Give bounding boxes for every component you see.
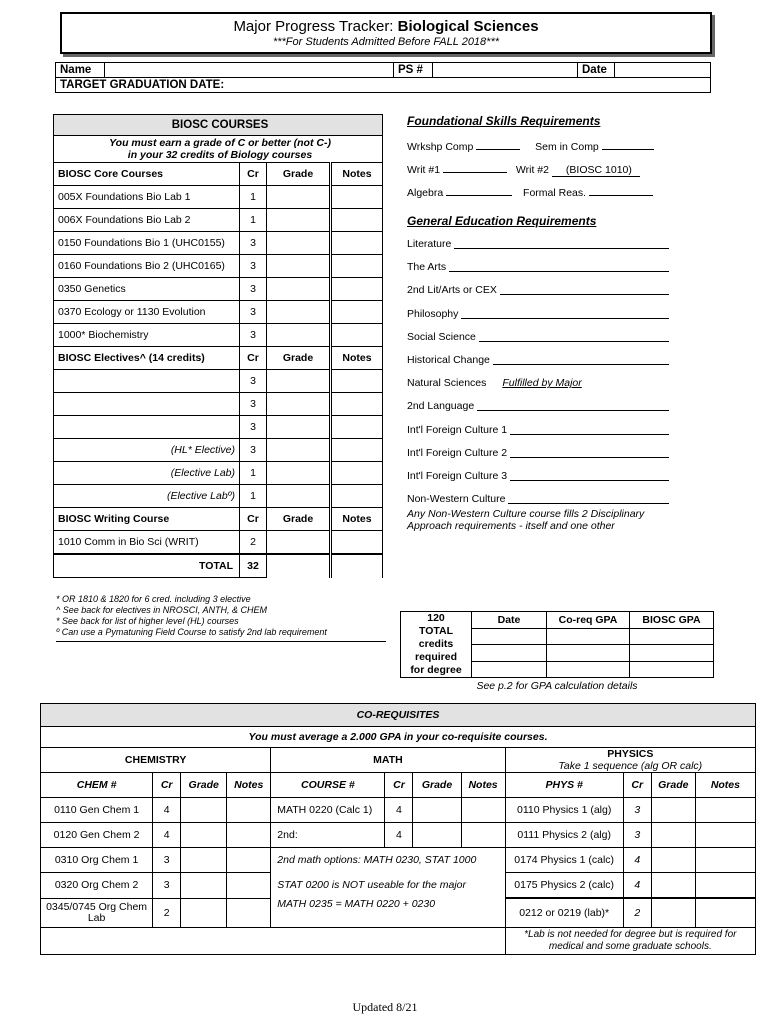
biosc-subtitle bbox=[54, 136, 383, 163]
course-credits: 3 bbox=[240, 232, 267, 255]
course-credits: 3 bbox=[240, 255, 267, 278]
phys-grade-field[interactable] bbox=[651, 898, 695, 927]
biosc-gpa-field[interactable] bbox=[630, 628, 714, 645]
course-credits: 3 bbox=[240, 324, 267, 347]
chem-cr: 2 bbox=[153, 898, 181, 927]
cr-header: Cr bbox=[240, 508, 267, 531]
biosc-gpa-field[interactable] bbox=[630, 645, 714, 662]
chem-cr: 3 bbox=[153, 873, 181, 899]
total-credits-line2: TOTAL bbox=[418, 625, 454, 637]
course-credits: 2 bbox=[240, 531, 267, 555]
footnote-4: º Can use a Pymatuning Field Course to satisfy 2nd lab requirement bbox=[56, 627, 327, 637]
total-grade-cell bbox=[267, 554, 331, 578]
math-note-1: 2nd math options: MATH 0230, STAT 1000 bbox=[271, 848, 505, 873]
grade-field[interactable] bbox=[267, 255, 331, 278]
gen-ed-field[interactable] bbox=[493, 354, 669, 365]
notes-field[interactable] bbox=[331, 324, 383, 347]
course-credits: 3 bbox=[240, 439, 267, 462]
math-cr: 4 bbox=[385, 798, 413, 823]
gen-ed-label: Int'l Foreign Culture 1 bbox=[407, 423, 508, 436]
gen-ed-field[interactable] bbox=[477, 400, 669, 411]
grade-header: Grade bbox=[267, 347, 331, 370]
grade-field[interactable] bbox=[267, 531, 331, 555]
phys-notes-field[interactable] bbox=[695, 898, 755, 927]
chemistry-title: CHEMISTRY bbox=[41, 748, 271, 773]
title-major: Biological Sciences bbox=[397, 18, 539, 35]
wrkshp-label: Wrkshp Comp bbox=[407, 141, 474, 153]
footnote-3: * See back for list of higher level (HL) courses bbox=[56, 616, 239, 626]
non-western-note-1: Any Non-Western Culture course fills 2 Disciplinary bbox=[407, 508, 645, 520]
coreq-footer-empty bbox=[41, 927, 506, 954]
grade-header: Grade bbox=[181, 773, 227, 798]
total-credits-number: 120 bbox=[427, 612, 445, 624]
chem-grade-field[interactable] bbox=[181, 823, 227, 848]
gen-ed-label: Philosophy bbox=[407, 307, 459, 320]
title-prefix: Major Progress Tracker: bbox=[233, 18, 394, 35]
course-credits: 3 bbox=[240, 301, 267, 324]
notes-header: Notes bbox=[461, 773, 505, 798]
coreq-gpa-header: Co-req GPA bbox=[547, 612, 630, 629]
gpa-note: See p.2 for GPA calculation details bbox=[476, 680, 638, 692]
gen-ed-field[interactable] bbox=[510, 424, 669, 435]
writ1-label: Writ #1 bbox=[407, 164, 441, 176]
math-grade-field[interactable] bbox=[413, 823, 461, 848]
math-course: 2nd: bbox=[271, 823, 385, 848]
course-credits: 1 bbox=[240, 462, 267, 485]
course-credits: 1 bbox=[240, 485, 267, 508]
grade-field[interactable] bbox=[267, 485, 331, 508]
chem-course: 0120 Gen Chem 2 bbox=[41, 823, 153, 848]
course-name bbox=[54, 416, 240, 439]
grade-field[interactable] bbox=[267, 393, 331, 416]
total-value: 32 bbox=[240, 554, 267, 578]
math-note-3: MATH 0235 = MATH 0220 + 0230 bbox=[271, 898, 505, 927]
grade-header: Grade bbox=[267, 163, 331, 186]
gpa-date-field[interactable] bbox=[472, 645, 547, 662]
phys-grade-field[interactable] bbox=[651, 798, 695, 823]
grade-header: Grade bbox=[413, 773, 461, 798]
course-row bbox=[54, 278, 383, 301]
notes-field[interactable] bbox=[331, 232, 383, 255]
course-name: 006X Foundations Bio Lab 2 bbox=[54, 209, 240, 232]
gen-ed-row bbox=[407, 261, 669, 273]
notes-field[interactable] bbox=[331, 462, 383, 485]
chem-grade-field[interactable] bbox=[181, 798, 227, 823]
sem-in-comp-label: Sem in Comp bbox=[535, 141, 599, 153]
gen-ed-row bbox=[407, 493, 669, 505]
phys-grade-field[interactable] bbox=[651, 873, 695, 899]
natural-sciences-value: Fulfilled by Major bbox=[502, 377, 582, 390]
cr-header: Cr bbox=[623, 773, 651, 798]
phys-cr: 3 bbox=[623, 798, 651, 823]
gen-ed-field[interactable] bbox=[449, 261, 669, 272]
gen-ed-row bbox=[407, 447, 669, 459]
gen-ed-label: The Arts bbox=[407, 261, 447, 274]
math-course: MATH 0220 (Calc 1) bbox=[271, 798, 385, 823]
title-box bbox=[60, 12, 712, 54]
grade-header: Grade bbox=[651, 773, 695, 798]
biosc-title: BIOSC COURSES bbox=[54, 115, 383, 136]
total-label: TOTAL bbox=[54, 554, 240, 578]
phys-course-header: PHYS # bbox=[505, 773, 623, 798]
notes-field[interactable] bbox=[331, 416, 383, 439]
course-name: 005X Foundations Bio Lab 1 bbox=[54, 186, 240, 209]
formal-reas-field[interactable] bbox=[589, 185, 653, 196]
footnote-2: ^ See back for electives in NROSCI, ANTH, & CHEM bbox=[56, 605, 267, 615]
gpa-date-field[interactable] bbox=[472, 661, 547, 678]
footnote-1: * OR 1810 & 1820 for 6 cred. including 3 elective bbox=[56, 594, 251, 604]
chem-notes-field[interactable] bbox=[227, 873, 271, 899]
course-row bbox=[54, 439, 383, 462]
non-western-note-2: Approach requirements - itself and one other bbox=[407, 520, 615, 532]
phys-notes-field[interactable] bbox=[695, 848, 755, 873]
gen-ed-label: Social Science bbox=[407, 330, 476, 343]
phys-cr: 4 bbox=[623, 848, 651, 873]
name-label: Name bbox=[56, 63, 105, 78]
chem-grade-field[interactable] bbox=[181, 873, 227, 899]
notes-field[interactable] bbox=[331, 278, 383, 301]
chem-course: 0110 Gen Chem 1 bbox=[41, 798, 153, 823]
total-credits-cell bbox=[401, 612, 472, 678]
gen-ed-field[interactable] bbox=[479, 331, 669, 342]
course-credits: 3 bbox=[240, 278, 267, 301]
phys-cr: 2 bbox=[623, 898, 651, 927]
foundational-title: Foundational Skills Requirements bbox=[407, 114, 601, 128]
gpa-table bbox=[400, 611, 714, 678]
chem-course-header: CHEM # bbox=[41, 773, 153, 798]
gen-ed-field[interactable] bbox=[510, 470, 669, 481]
writ2-label: Writ #2 bbox=[515, 164, 549, 176]
gen-ed-label: Historical Change bbox=[407, 354, 490, 366]
chem-grade-field[interactable] bbox=[181, 848, 227, 873]
course-row bbox=[54, 232, 383, 255]
phys-notes-field[interactable] bbox=[695, 798, 755, 823]
gen-ed-row bbox=[407, 377, 669, 389]
math-course-header: COURSE # bbox=[271, 773, 385, 798]
notes-header: Notes bbox=[331, 347, 383, 370]
course-name: (Elective Lab) bbox=[54, 462, 240, 485]
chem-notes-field[interactable] bbox=[227, 848, 271, 873]
grade-field[interactable] bbox=[267, 301, 331, 324]
biosc-gpa-header: BIOSC GPA bbox=[630, 612, 714, 629]
notes-header: Notes bbox=[331, 508, 383, 531]
course-name: 0350 Genetics bbox=[54, 278, 240, 301]
gen-ed-label: Non-Western Culture bbox=[407, 493, 506, 506]
grade-field[interactable] bbox=[267, 439, 331, 462]
page-title bbox=[62, 18, 710, 35]
phys-course: 0174 Physics 1 (calc) bbox=[505, 848, 623, 873]
writing-header: BIOSC Writing Course bbox=[54, 508, 240, 531]
page-subtitle: ***For Students Admitted Before FALL 2018*** bbox=[272, 36, 500, 48]
biosc-subtitle-2: in your 32 credits of Biology courses bbox=[127, 149, 313, 161]
chem-notes-field[interactable] bbox=[227, 798, 271, 823]
course-row bbox=[54, 462, 383, 485]
coreq-gpa-field[interactable] bbox=[547, 628, 630, 645]
algebra-label: Algebra bbox=[407, 187, 444, 199]
coreq-subtitle: You must average a 2.000 GPA in your co-requisite courses. bbox=[41, 727, 756, 748]
chem-course: 0345/0745 Org Chem Lab bbox=[41, 898, 153, 927]
gen-ed-row bbox=[407, 424, 669, 436]
course-credits: 3 bbox=[240, 416, 267, 439]
gen-ed-field[interactable] bbox=[500, 284, 669, 295]
course-credits: 3 bbox=[240, 370, 267, 393]
gen-ed-field[interactable] bbox=[508, 493, 669, 504]
math-note-2: STAT 0200 is NOT useable for the major bbox=[271, 873, 505, 899]
chem-cr: 4 bbox=[153, 823, 181, 848]
biosc-gpa-field[interactable] bbox=[630, 661, 714, 678]
course-name bbox=[54, 393, 240, 416]
grade-field[interactable] bbox=[267, 278, 331, 301]
core-header: BIOSC Core Courses bbox=[54, 163, 240, 186]
grade-field[interactable] bbox=[267, 324, 331, 347]
course-row bbox=[54, 255, 383, 278]
course-row bbox=[54, 485, 383, 508]
gpa-date-field[interactable] bbox=[472, 628, 547, 645]
phys-notes-field[interactable] bbox=[695, 823, 755, 848]
coreq-title: CO-REQUISITES bbox=[41, 704, 756, 727]
gen-ed-field[interactable] bbox=[461, 308, 669, 319]
name-field[interactable] bbox=[105, 63, 394, 78]
phys-course: 0111 Physics 2 (alg) bbox=[505, 823, 623, 848]
phys-grade-field[interactable] bbox=[651, 823, 695, 848]
math-cr: 4 bbox=[385, 823, 413, 848]
chem-course: 0310 Org Chem 1 bbox=[41, 848, 153, 873]
ps-label: PS # bbox=[394, 63, 433, 78]
physics-title-cell bbox=[505, 748, 755, 773]
phys-cr: 3 bbox=[623, 823, 651, 848]
physics-footnote: *Lab is not needed for degree but is required for medical and some graduate schools. bbox=[505, 927, 755, 954]
course-name: 0370 Ecology or 1130 Evolution bbox=[54, 301, 240, 324]
notes-header: Notes bbox=[695, 773, 755, 798]
course-row bbox=[54, 531, 383, 555]
gen-ed-label: Natural Sciences bbox=[407, 377, 487, 390]
course-name: 0160 Foundations Bio 2 (UHC0165) bbox=[54, 255, 240, 278]
gpa-date-header: Date bbox=[472, 612, 547, 629]
physics-title: PHYSICS bbox=[607, 748, 654, 760]
gen-ed-title: General Education Requirements bbox=[407, 214, 597, 228]
algebra-field[interactable] bbox=[446, 185, 512, 196]
gen-ed-label: Literature bbox=[407, 238, 452, 250]
chem-grade-field[interactable] bbox=[181, 898, 227, 927]
notes-field[interactable] bbox=[331, 485, 383, 508]
cr-header: Cr bbox=[240, 163, 267, 186]
gen-ed-label: 2nd Lit/Arts or CEX bbox=[407, 284, 497, 297]
course-name: 1000* Biochemistry bbox=[54, 324, 240, 347]
sem-in-comp-field[interactable] bbox=[602, 139, 654, 150]
gen-ed-row bbox=[407, 400, 669, 412]
formal-reas-label: Formal Reas. bbox=[523, 187, 587, 199]
cr-header: Cr bbox=[153, 773, 181, 798]
coreq-gpa-field[interactable] bbox=[547, 661, 630, 678]
chem-course: 0320 Org Chem 2 bbox=[41, 873, 153, 899]
course-row bbox=[54, 186, 383, 209]
gen-ed-row bbox=[407, 354, 669, 366]
phys-notes-field[interactable] bbox=[695, 873, 755, 899]
course-credits: 1 bbox=[240, 186, 267, 209]
gen-ed-label: Int'l Foreign Culture 3 bbox=[407, 470, 508, 482]
notes-header: Notes bbox=[331, 163, 383, 186]
cr-header: Cr bbox=[240, 347, 267, 370]
course-row bbox=[54, 393, 383, 416]
gen-ed-row bbox=[407, 308, 669, 320]
total-credits-line4: required bbox=[414, 651, 457, 663]
chem-notes-field[interactable] bbox=[227, 823, 271, 848]
writ2-value: (BIOSC 1010) bbox=[552, 164, 640, 177]
ps-field[interactable] bbox=[433, 63, 578, 78]
phys-cr: 4 bbox=[623, 873, 651, 899]
notes-field[interactable] bbox=[331, 393, 383, 416]
notes-field[interactable] bbox=[331, 439, 383, 462]
course-row bbox=[54, 209, 383, 232]
date-label: Date bbox=[578, 63, 615, 78]
non-western-note bbox=[407, 508, 707, 532]
total-credits-line3: credits bbox=[418, 638, 454, 650]
course-row bbox=[54, 370, 383, 393]
math-title: MATH bbox=[271, 748, 505, 773]
gen-ed-label: Int'l Foreign Culture 2 bbox=[407, 446, 508, 459]
wrkshp-row bbox=[407, 139, 667, 153]
gen-ed-row bbox=[407, 238, 669, 250]
grade-field[interactable] bbox=[267, 209, 331, 232]
electives-header: BIOSC Electives^ (14 credits) bbox=[54, 347, 240, 370]
course-name: (Elective Labº) bbox=[54, 485, 240, 508]
course-credits: 1 bbox=[240, 209, 267, 232]
phys-course: 0175 Physics 2 (calc) bbox=[505, 873, 623, 899]
total-notes-cell bbox=[331, 554, 383, 578]
updated-date: Updated 8/21 bbox=[352, 1000, 418, 1014]
course-name: 1010 Comm in Bio Sci (WRIT) bbox=[54, 531, 240, 555]
cr-header: Cr bbox=[385, 773, 413, 798]
grade-field[interactable] bbox=[267, 416, 331, 439]
writ-row bbox=[407, 162, 667, 176]
notes-field[interactable] bbox=[331, 531, 383, 555]
notes-field[interactable] bbox=[331, 370, 383, 393]
date-field[interactable] bbox=[615, 63, 711, 78]
course-row bbox=[54, 416, 383, 439]
chem-cr: 4 bbox=[153, 798, 181, 823]
course-name: (HL* Elective) bbox=[54, 439, 240, 462]
gen-ed-field[interactable] bbox=[510, 447, 669, 458]
gen-ed-label: 2nd Language bbox=[407, 400, 475, 413]
notes-header: Notes bbox=[227, 773, 271, 798]
course-row bbox=[54, 301, 383, 324]
biosc-subtitle-1: You must earn a grade of C or better (not C-) bbox=[109, 137, 331, 149]
phys-course: 0110 Physics 1 (alg) bbox=[505, 798, 623, 823]
notes-field[interactable] bbox=[331, 186, 383, 209]
algebra-row bbox=[407, 185, 667, 199]
coreq-table bbox=[40, 703, 756, 955]
notes-field[interactable] bbox=[331, 301, 383, 324]
math-grade-field[interactable] bbox=[413, 798, 461, 823]
gen-ed-field[interactable] bbox=[454, 238, 669, 249]
chem-notes-field[interactable] bbox=[227, 898, 271, 927]
course-name bbox=[54, 370, 240, 393]
gen-ed-row bbox=[407, 331, 669, 343]
target-graduation-date[interactable]: TARGET GRADUATION DATE: bbox=[56, 78, 711, 93]
gen-ed-row bbox=[407, 470, 669, 482]
gen-ed-row bbox=[407, 284, 669, 296]
notes-field[interactable] bbox=[331, 255, 383, 278]
grade-field[interactable] bbox=[267, 232, 331, 255]
math-notes-field[interactable] bbox=[461, 798, 505, 823]
grade-field[interactable] bbox=[267, 462, 331, 485]
chem-cr: 3 bbox=[153, 848, 181, 873]
course-name: 0150 Foundations Bio 1 (UHC0155) bbox=[54, 232, 240, 255]
writ1-field[interactable] bbox=[443, 162, 507, 173]
phys-course: 0212 or 0219 (lab)* bbox=[505, 898, 623, 927]
biosc-footnotes bbox=[56, 594, 386, 642]
grade-field[interactable] bbox=[267, 186, 331, 209]
grade-header: Grade bbox=[267, 508, 331, 531]
grade-field[interactable] bbox=[267, 370, 331, 393]
phys-grade-field[interactable] bbox=[651, 848, 695, 873]
math-notes-field[interactable] bbox=[461, 823, 505, 848]
notes-field[interactable] bbox=[331, 209, 383, 232]
biosc-courses-table bbox=[53, 114, 383, 578]
wrkshp-field[interactable] bbox=[476, 139, 520, 150]
course-row bbox=[54, 324, 383, 347]
coreq-gpa-field[interactable] bbox=[547, 645, 630, 662]
student-info-table bbox=[55, 62, 711, 93]
course-credits: 3 bbox=[240, 393, 267, 416]
physics-subtitle: Take 1 sequence (alg OR calc) bbox=[558, 760, 703, 772]
total-credits-line5: for degree bbox=[410, 664, 462, 676]
